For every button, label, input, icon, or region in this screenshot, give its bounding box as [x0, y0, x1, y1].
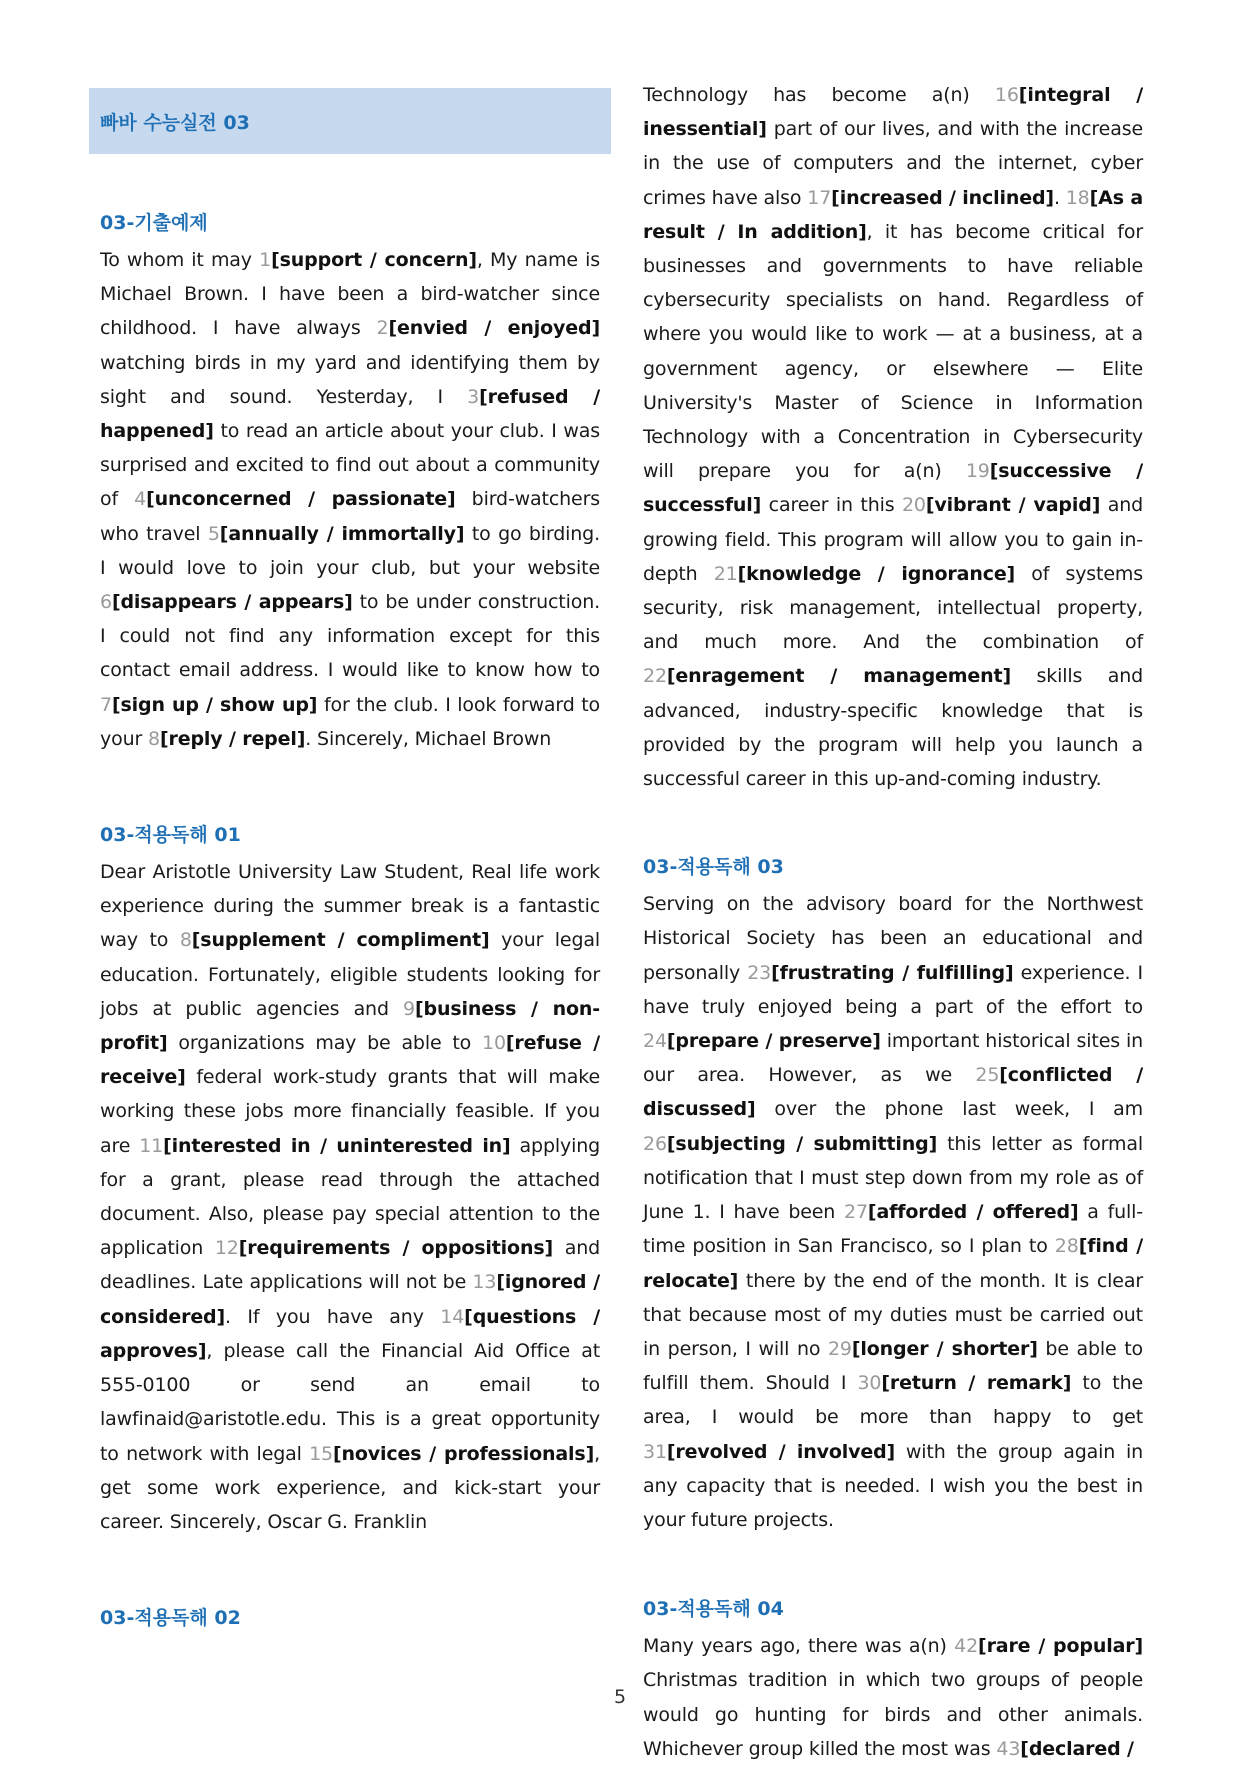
answer-choices: [successive / successful]: [643, 460, 1144, 517]
answer-choices: [enragement / management]: [666, 665, 1011, 688]
passage-run: skills and advanced, industry-specific knowledge that is provided by the program will help you launch a successful career in this up-and-coming industry.: [643, 665, 1143, 791]
question-number: 5: [207, 522, 220, 545]
answer-choices: [envied / enjoyed]: [388, 317, 600, 340]
question-number: 12: [214, 1237, 239, 1260]
answer-choices: [increased / inclined]: [831, 186, 1054, 209]
answer-choices: [supplement / compliment]: [191, 929, 490, 952]
question-number: 24: [643, 1030, 667, 1053]
passage-run: , get some work experience, and kick-start your career. Sincerely, Oscar G. Franklin: [100, 1442, 600, 1533]
answer-choices: [disappears / appears]: [111, 591, 353, 614]
answer-choices: [annually / immortally]: [219, 522, 465, 545]
passage-run: for the club. I look forward to your: [100, 693, 600, 750]
answer-choices: [knowledge / ignorance]: [737, 562, 1016, 585]
question-number: 26: [643, 1132, 667, 1155]
passage-run: a full-time position in San Francisco, so I plan to: [643, 1201, 1143, 1258]
passage-run: to go birding. I would love to join your club, but your website: [100, 522, 600, 579]
answer-choices: [ignored / considered]: [100, 1271, 600, 1328]
answer-choices: [novices / professionals]: [332, 1442, 595, 1465]
section-1: [89, 818, 601, 1539]
passage-run: experience. I have truly enjoyed being a part of the effort to: [643, 961, 1143, 1018]
passage-run: over the phone last week, I am: [755, 1098, 1143, 1121]
passage-run: your legal education. Fortunately, eligible students looking for jobs at public agencies and: [100, 929, 600, 1020]
passage-run: , please call the Financial Aid Office at 555-0100 or send an email to lawfinaid@aristotle.edu. This is a great opportunity to network with legal: [100, 1339, 600, 1465]
passage-run: To whom it may: [100, 249, 260, 271]
question-number: 2: [376, 317, 389, 340]
passage-run: federal work-study grants that will make working these jobs more financially feasible. If you are: [100, 1066, 600, 1157]
passage-run: to read an article about your club. I was surprised and excited to find out about a community of: [100, 420, 600, 511]
section-title: 03-적용독해 03: [643, 856, 784, 879]
answer-choices: [integral / inessential]: [643, 84, 1143, 141]
answer-choices: [longer / shorter]: [851, 1337, 1038, 1360]
passage-run: . If you have any: [225, 1305, 441, 1328]
passage-run: applying for a grant, please read through the attached document. Also, please pay special attention to the application: [100, 1134, 601, 1260]
header-banner: [89, 88, 611, 154]
passage-text: [100, 243, 600, 756]
passage-run: Technology has become a(n): [643, 84, 995, 106]
passage-run: there by the end of the month. It is clear that because most of my duties must be carried out in person, I will no: [643, 1269, 1143, 1360]
passage-run: , it has become critical for businesses and governments to have reliable cybersecurity specialists on hand. Regardless of where you would like to work — at a business, at a government agency, or elsewhere — Elite University's Master of Science in Information Technology with a Concentration in Cybersecurity will prepare you for a(n): [643, 220, 1143, 483]
answer-choices: [conflicted / discussed]: [643, 1064, 1143, 1121]
passage-run: part of our lives, and with the increase in the use of computers and the internet, cyber crimes have also: [643, 118, 1143, 209]
section-3: [643, 850, 1143, 1537]
question-number: 31: [643, 1440, 667, 1463]
question-number: 16: [994, 84, 1019, 106]
question-number: 10: [482, 1032, 506, 1055]
answer-choices: [find / relocate]: [643, 1235, 1143, 1292]
question-number: 7: [100, 693, 112, 716]
question-number: 14: [440, 1305, 465, 1328]
answer-choices: [revolved / involved]: [666, 1440, 896, 1463]
passage-run: . Sincerely, Michael Brown: [305, 727, 552, 750]
passage-run: bird-watchers who travel: [100, 488, 600, 545]
passage-run: this letter as formal notification that I must step down from my role as of June 1. I have been: [643, 1132, 1143, 1224]
question-number: 18: [1065, 186, 1090, 209]
question-number: 43: [996, 1737, 1021, 1760]
answer-choices: [unconcerned / passionate]: [146, 488, 456, 511]
passage-run: , My name is Michael Brown. I have been a bird-watcher since childhood. I have always: [100, 249, 600, 340]
passage-run: Christmas tradition in which two groups of people would go hunting for birds and other animals. Whichever group killed the most was: [643, 1669, 1143, 1760]
passage-run: and deadlines. Late applications will not be: [100, 1237, 601, 1294]
answer-choices: [return / remark]: [881, 1372, 1072, 1395]
passage-run: career in this: [761, 494, 902, 517]
question-number: 25: [975, 1064, 1000, 1087]
section-4: [643, 1592, 1143, 1766]
question-number: 30: [857, 1372, 882, 1395]
answer-choices: [support / concern]: [271, 249, 477, 271]
answer-choices: [refuse / receive]: [100, 1032, 600, 1089]
answer-choices: [questions / approves]: [100, 1305, 600, 1362]
answer-choices: [refused / happened]: [100, 385, 600, 443]
passage-run: be able to fulfill them. Should I: [643, 1337, 1143, 1395]
question-number: 15: [309, 1442, 333, 1465]
passage-run: to the area, I would be more than happy to get: [643, 1372, 1143, 1429]
answer-choices: [rare / popular]: [978, 1635, 1144, 1658]
answer-choices: [As a result / In addition]: [643, 186, 1143, 243]
passage-run: Many years ago, there was a(n): [643, 1635, 955, 1658]
answer-choices: [prepare / preserve]: [666, 1030, 881, 1053]
right-column: [643, 84, 1144, 1766]
question-number: 13: [472, 1271, 497, 1294]
question-number: 8: [148, 727, 160, 750]
answer-choices: [sign up / show up]: [111, 693, 318, 716]
answer-choices: [reply / repel]: [159, 727, 306, 750]
question-number: 42: [954, 1635, 979, 1658]
passage-run: Serving on the advisory board for the Northwest Historical Society has been an educational and personally: [643, 893, 1143, 984]
question-number: 1: [259, 249, 272, 271]
passage-run: to be under construction. I could not find any information except for this contact email address. I would like to know how to: [100, 591, 600, 682]
question-number: 27: [844, 1201, 868, 1224]
passage-run: with the group again in any capacity that is needed. I wish you the best in your future projects.: [643, 1440, 1143, 1531]
question-number: 23: [747, 961, 772, 984]
question-number: 8: [179, 929, 192, 952]
passage-text: [643, 78, 1143, 796]
answer-choices: [subjecting / submitting]: [666, 1132, 938, 1155]
section-0: [89, 206, 600, 756]
passage-run: watching birds in my yard and identifying them by sight and sound. Yesterday, I: [100, 351, 600, 408]
left-column: [89, 88, 601, 1638]
section-title: 03-적용독해 01: [100, 824, 241, 847]
question-number: 22: [643, 665, 667, 688]
question-number: 28: [1054, 1235, 1079, 1258]
answer-choices: [requirements / oppositions]: [238, 1237, 554, 1260]
question-number: 11: [139, 1134, 164, 1157]
question-number: 6: [100, 591, 112, 614]
answer-choices: [interested in / uninterested in]: [163, 1134, 511, 1157]
passage-run: important historical sites in our area. However, as we: [643, 1030, 1143, 1087]
question-number: 29: [827, 1337, 852, 1360]
question-number: 3: [467, 385, 480, 408]
question-number: 20: [901, 494, 926, 517]
passage-run: Dear Aristotle University Law Student, Real life work experience during the summer break is a fantastic way to: [100, 861, 600, 952]
answer-choices: [vibrant / vapid]: [925, 494, 1101, 517]
passage-text: [100, 855, 600, 1539]
section-title: 03-적용독해 02: [100, 1607, 241, 1630]
section-title: 03-적용독해 04: [643, 1598, 784, 1621]
passage-run: .: [1053, 186, 1066, 209]
answer-choices: [declared /: [1020, 1737, 1134, 1760]
question-number: 21: [713, 562, 738, 585]
question-number: 4: [134, 488, 147, 511]
section-2: [89, 1601, 589, 1635]
passage-run: organizations may be able to: [167, 1032, 482, 1055]
answer-choices: [afforded / offered]: [867, 1201, 1079, 1224]
question-number: 9: [403, 997, 415, 1020]
question-number: 17: [807, 186, 832, 209]
passage-text: [643, 887, 1143, 1537]
answer-choices: [frustrating / fulfilling]: [771, 961, 1014, 984]
passage-run: and growing field. This program will allow you to gain in-depth: [643, 494, 1143, 585]
section-title: 03-기출예제: [100, 212, 208, 234]
header-title: 빠바 수능실전 03: [100, 111, 250, 134]
page-number: 5: [613, 1686, 627, 1708]
answer-choices: [business / non-profit]: [100, 997, 600, 1055]
passage-run: of systems security, risk management, intellectual property, and much more. And the combination of: [643, 562, 1143, 654]
question-number: 19: [965, 460, 990, 483]
